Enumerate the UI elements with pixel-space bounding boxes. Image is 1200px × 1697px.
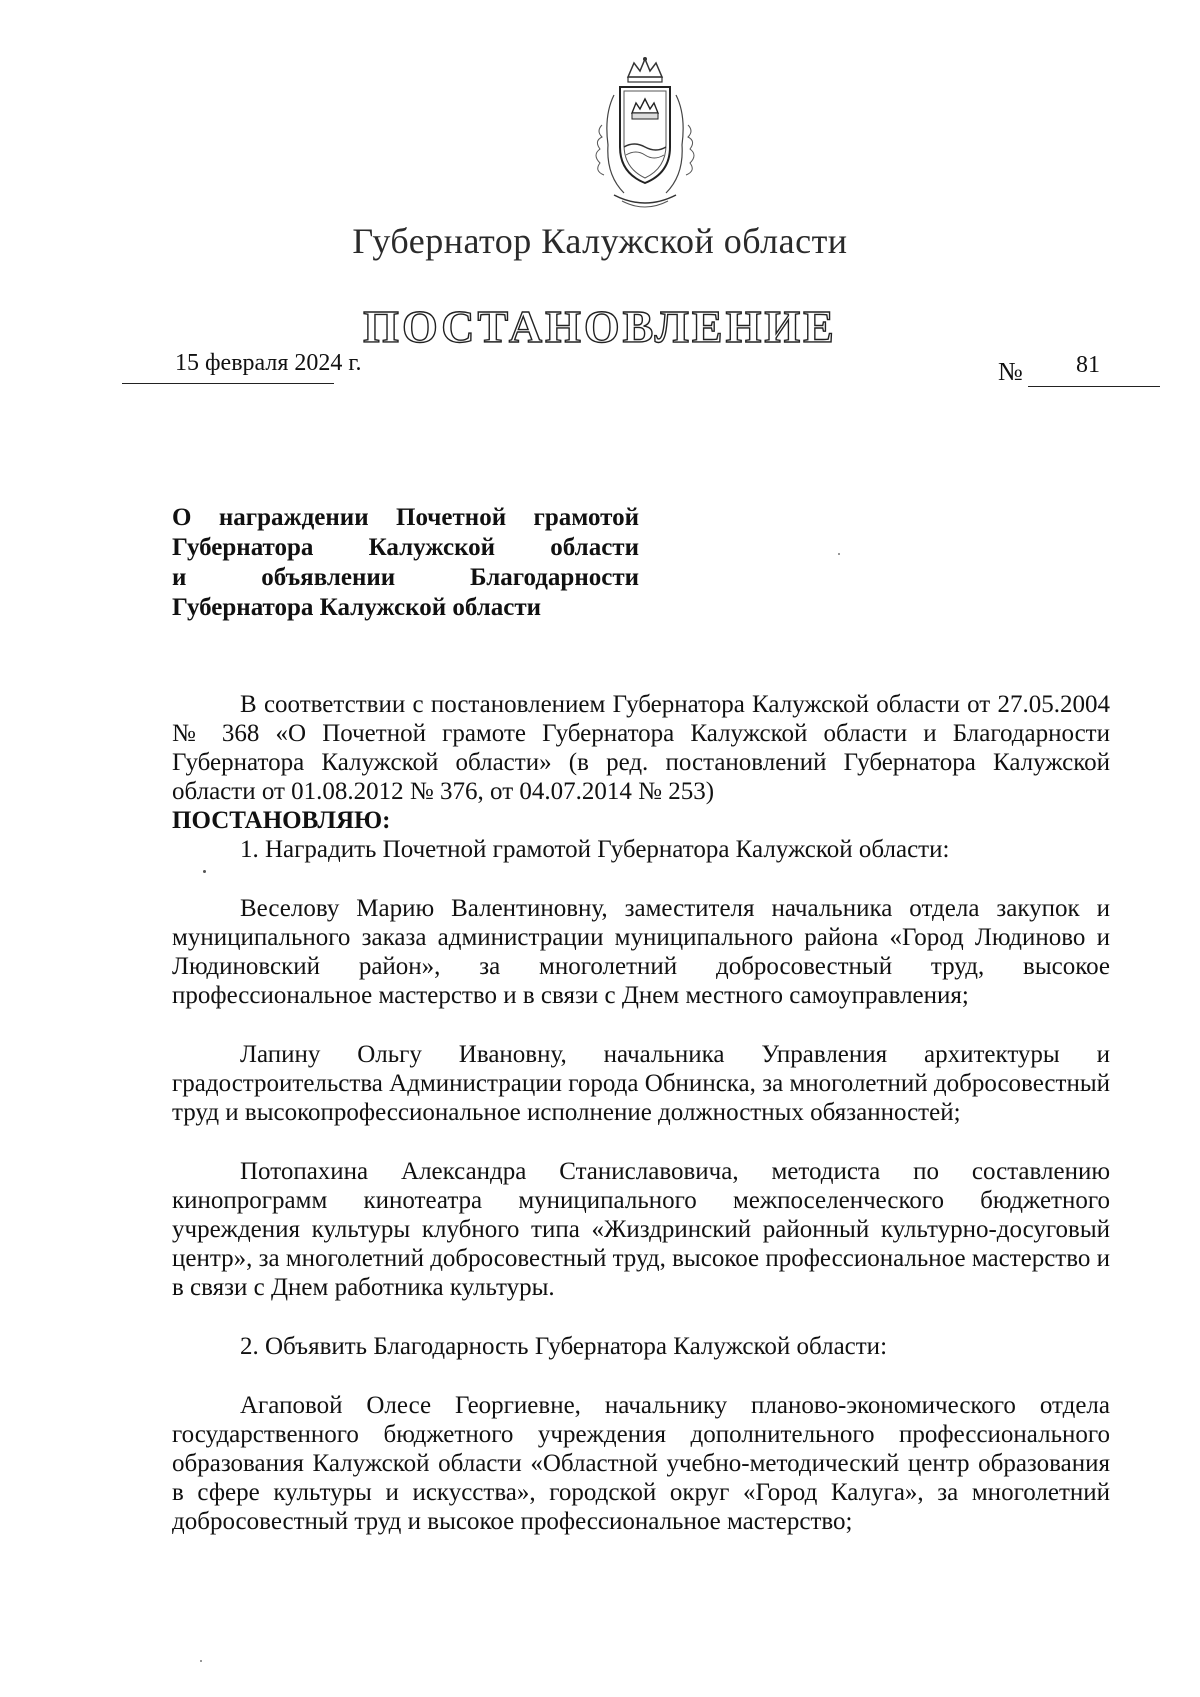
document-type-heading: ПОСТАНОВЛЕНИЕ [363,301,837,352]
number-sign: № [998,357,1023,386]
scan-speck [200,1660,202,1662]
number-underline [1028,386,1160,387]
item-1-heading: 1. Наградить Почетной грамотой Губернатора Калужской области: [240,836,950,863]
title-line: Губернатора Калужской области [172,594,542,621]
document-number: 81 [1076,352,1100,378]
issuing-authority: Губернатор Калужской области [352,221,848,261]
item-2-heading: 2. Объявить Благодарность Губернатора Калужской области: [240,1333,888,1360]
document-body [172,690,1110,1536]
scan-speck [838,553,840,555]
decree-word: ПОСТАНОВЛЯЮ: [172,807,391,834]
thanks-paragraph-1: Агаповой Олесе Георгиевне, начальнику планово-экономического отдела государственного бюджетного учреждения дополнительного профессионального образования Калужской области «Областной учебно-методический центр образования в сфере культуры и искусства», городской округ «Город Калуга», за многолетний добросовестный труд и высокое профессиональное мастерство; [172,1392,1110,1535]
document-date: 15 февраля 2024 г. [175,350,362,376]
award-paragraph-2: Лапину Ольгу Ивановну, начальника Управления архитектуры и градостроительства Администрации города Обнинска, за многолетний добросовестный труд и высокопрофессиональное исполнение должностных обязанностей; [172,1041,1110,1126]
document-title [172,503,639,623]
title-line: О награждении Почетной грамотой [172,504,639,531]
award-paragraph-3: Потопахина Александра Станиславовича, методиста по составлению кинопрограмм кинотеатра муниципального межпоселенческого бюджетного учреждения культуры клубного типа «Жиздринский районный культурно-досуговый центр», за многолетний добросовестный труд, высокое профессиональное мастерство и в связи с Днем работника культуры. [172,1158,1110,1301]
title-line: и объявлении Благодарности [172,564,639,591]
date-underline [122,383,334,384]
preamble-paragraph: В соответствии с постановлением Губернатора Калужской области от 27.05.2004 № 368 «О Почетной грамоте Губернатора Калужской области и Благодарности Губернатора Калужской области» (в ред. постановлений Губернатора Калужской области от 01.08.2012 № 376, от 04.07.2014 № 253) [172,691,1110,805]
coat-of-arms-emblem [584,55,706,215]
title-line: Губернатора Калужской области [172,534,639,561]
award-paragraph-1: Веселову Марию Валентиновну, заместителя начальника отдела закупок и муниципального заказа администрации муниципального района «Город Людиново и Людиновский район», за многолетний добросовестный труд, высокое профессиональное мастерство и в связи с Днем местного самоуправления; [172,895,1110,1009]
